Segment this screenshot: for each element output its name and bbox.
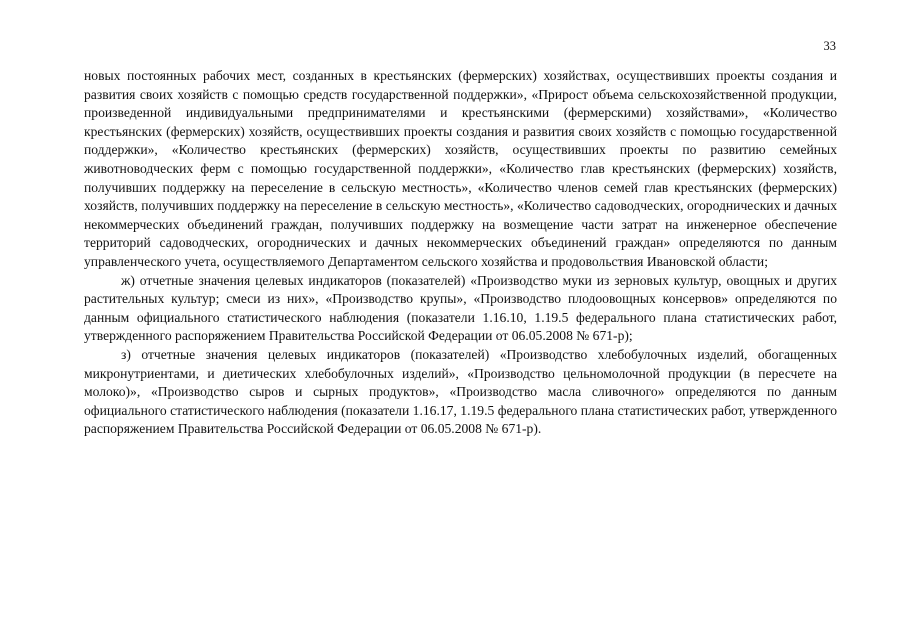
document-body bbox=[84, 67, 837, 439]
paragraph-item-zh: ж) отчетные значения целевых индикаторов (показателей) «Производство муки из зерновых культур, овощных и других растительных культур; смеси из них», «Производство крупы», «Производство плодоовощных консервов» определяются по данным официального статистического наблюдения (показатели 1.16.10, 1.19.5 федерального плана статистических работ, утвержденного распоряжением Правительства Российской Федерации от 06.05.2008 № 671-р); bbox=[84, 272, 837, 344]
paragraph-item-z: з) отчетные значения целевых индикаторов (показателей) «Производство хлебобулочных изделий, обогащенных микронутриентами, и диетических хлебобулочных изделий», «Производство цельномолочной продукции (в пересчете на молоко)», «Производство сыров и сырных продуктов», «Производство масла сливочного» определяются по данным официального статистического наблюдения (показатели 1.16.17, 1.19.5 федерального плана статистических работ, утвержденного распоряжением Правительства Российской Федерации от 06.05.2008 № 671-р). bbox=[84, 346, 837, 437]
page-number: 33 bbox=[823, 39, 836, 53]
paragraph-continuation: новых постоянных рабочих мест, созданных в крестьянских (фермерских) хозяйствах, осуществивших проекты создания и развития своих хозяйств с помощью средств государственной поддержки», «Прирост объема сельскохозяйственной продукции, произведенной индивидуальными предпринимателями и крестьянскими (фермерскими) хозяйствами», «Количество крестьянских (фермерских) хозяйств, осуществивших проекты создания и развития своих хозяйств с помощью государственной поддержки», «Количество крестьянских (фермерских) хозяйств, осуществивших проекты по развитию семейных животноводческих ферм с помощью государственной поддержки», «Количество глав крестьянских (фермерских) хозяйств, получивших поддержку на переселение в сельскую местность», «Количество членов семей глав крестьянских (фермерских) хозяйств, получивших поддержку на переселение в сельскую местность», «Количество садоводческих, огороднических и дачных некоммерческих объединений граждан, получивших поддержку на возмещение части затрат на инженерное обеспечение территорий садоводческих, огороднических и дачных некоммерческих объединений граждан» определяются по данным управленческого учета, осуществляемого Департаментом сельского хозяйства и продовольствия Ивановской области; bbox=[84, 68, 837, 269]
